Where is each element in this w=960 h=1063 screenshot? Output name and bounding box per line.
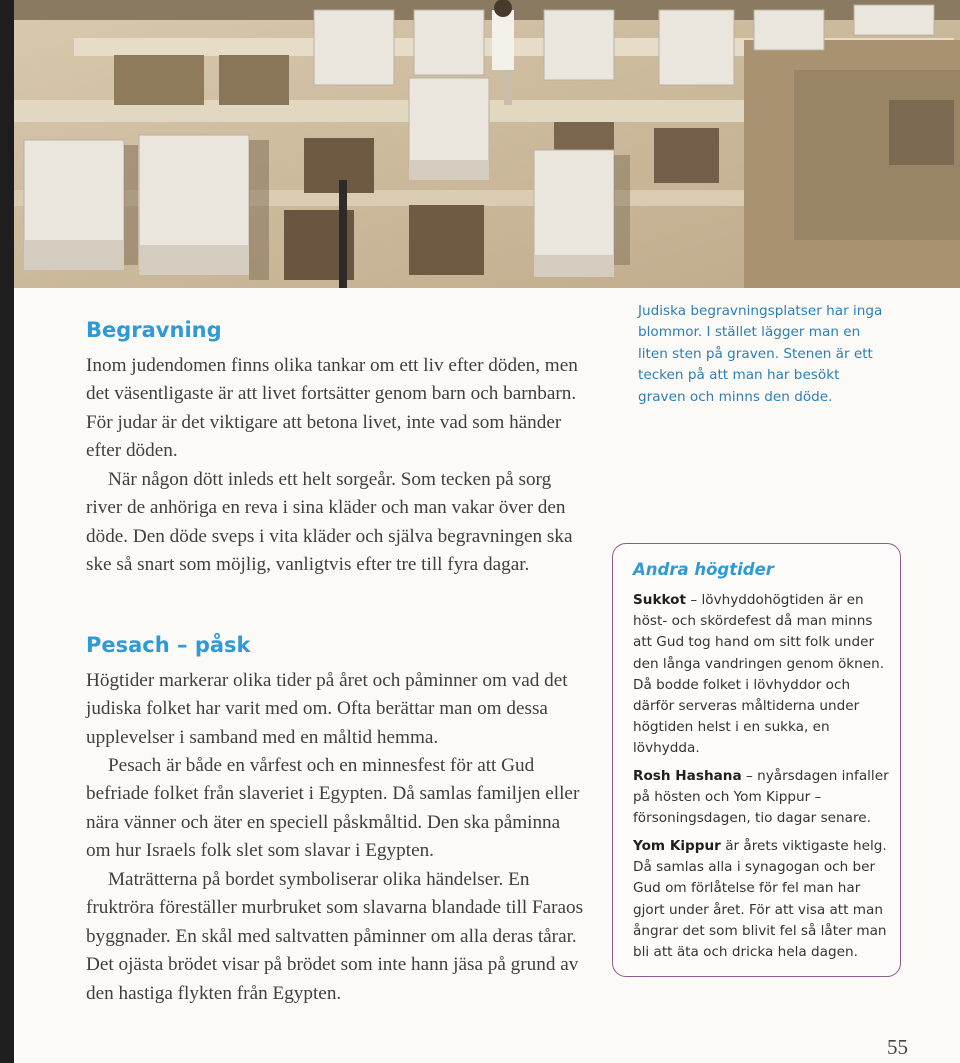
holiday-text: – lövhyddohögtiden är en höst- och skördefest då man minns att Gud tog hand om sitt folk under den långa vandringen genom öknen. Då bodde folket i lövhyddor och därför serveras måltiderna under högtiden helst i en sukka, en lövhydda. — [633, 592, 885, 757]
photo-caption: Judiska begravningsplatser har inga blommor. I stället lägger man en liten sten på graven. Stenen är ett tecken på att man har besökt graven och minns den döde. — [638, 303, 883, 405]
section-heading-pesach: Pesach – påsk — [86, 633, 251, 657]
cemetery-photo — [14, 0, 960, 288]
box-heading: Andra högtider — [633, 560, 774, 579]
holiday-item-rosh-hashana — [633, 766, 889, 830]
paragraph — [86, 667, 586, 752]
holiday-term: Rosh Hashana — [633, 768, 742, 784]
other-holidays-box — [612, 543, 901, 977]
holiday-text: är årets viktigaste helg. Då samlas alla i synagogan och ber Gud om förlåtelse för fel man har gjort under året. För att visa att man ångrar det som blivit fel så låter man bli att äta och dricka hela dagen. — [633, 838, 887, 961]
paragraph-text: Inom judendomen finns olika tankar om ett liv efter döden, men det väsentligaste är att livet fortsätter genom barn och barnbarn. För judar är det viktigare att betona livet, inte vad som händer efter döden. — [86, 355, 578, 462]
holiday-term: Sukkot — [633, 592, 687, 608]
page-edge-shadow — [0, 0, 14, 1063]
holiday-item-yom-kippur — [633, 836, 889, 963]
holiday-term: Yom Kippur — [633, 838, 721, 854]
paragraph-text: Högtider markerar olika tider på året och påminner om vad det judiska folket har varit med om. Ofta berättar man om dessa upplevelser i samband med en måltid hemma. — [86, 670, 568, 748]
paragraph-text: Maträtterna på bordet symboliserar olika händelser. En fruktröra föreställer murbruket som slavarna blandade till Faraos byggnader. En skål med saltvatten påminner om alla deras tårar. Det ojästa brödet visar på brödet som inte hann jäsa på grund av den hastiga flykten från Egypten. — [86, 869, 584, 1004]
paragraph — [86, 866, 586, 1008]
paragraph — [86, 466, 586, 580]
page-number: 55 — [887, 1035, 908, 1059]
holiday-item-sukkot — [633, 590, 889, 760]
holiday-text: – nyårsdagen infaller på hösten och Yom Kippur – försoningsdagen, tio dagar senare. — [633, 768, 889, 827]
section-heading-begravning: Begravning — [86, 318, 222, 342]
paragraph-text: När någon dött inleds ett helt sorgeår. Som tecken på sorg river de anhöriga en reva i sina kläder och man vakar över den döde. Den döde sveps i vita kläder och själva begravningen ska ske så snart som möjlig, vanligtvis efter tre till fyra dagar. — [86, 469, 573, 576]
paragraph — [86, 352, 586, 466]
paragraph-text: Pesach är både en vårfest och en minnesfest för att Gud befriade folket från slaveriet i Egypten. Då samlas familjen eller nära vänner och äter en speciell påskmåltid. Den ska påminna om hur Israels folk slet som slavar i Egypten. — [86, 755, 580, 862]
paragraph — [86, 752, 586, 866]
